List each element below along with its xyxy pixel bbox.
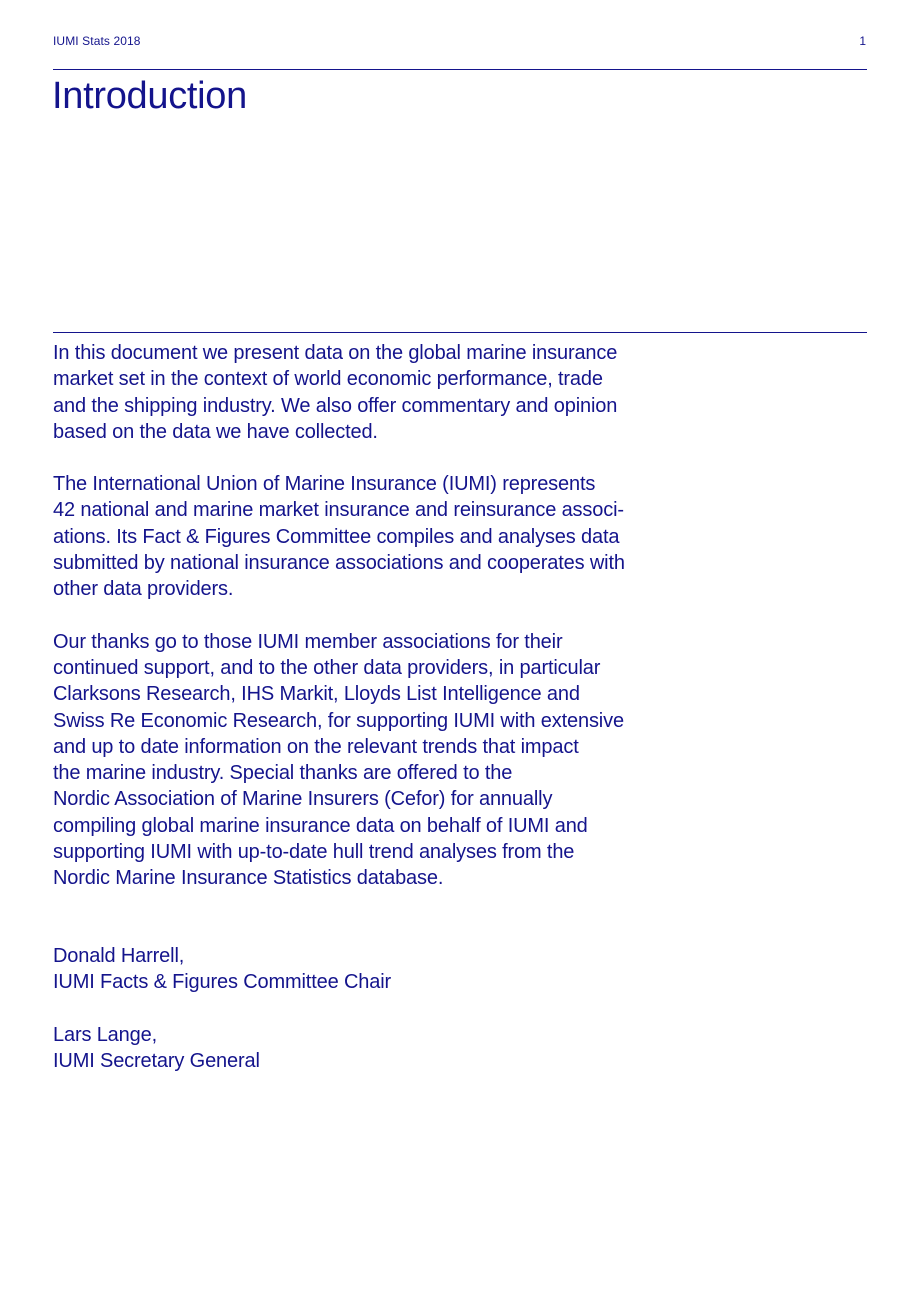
section-divider bbox=[53, 332, 867, 333]
signatory-name: Lars Lange, bbox=[53, 1023, 157, 1046]
signatory-role: IUMI Secretary General bbox=[53, 1049, 260, 1072]
page-number: 1 bbox=[859, 34, 866, 48]
body-text bbox=[53, 340, 753, 918]
signatory bbox=[53, 1022, 391, 1075]
signatory-role: IUMI Facts & Figures Committee Chair bbox=[53, 971, 392, 994]
signatory-name: Donald Harrell, bbox=[53, 945, 185, 967]
signatures bbox=[53, 943, 391, 1100]
paragraph-acknowledgements: Our thanks go to those IUMI member associations for their continued support, and to the other data providers, in particular Clarksons Research, IHS Markit, Lloyds List Intelligence and Swiss Re Economic Research, for supporting IUMI with extensive and up to date information on the relevant trends that impact the marine industry. Special thanks are offered to the Nordic Association of Marine Insurers (Cefor) for annually compiling global marine insurance data on behalf of IUMI and supporting IUMI with up-to-date hull trend analyses from the Nordic Marine Insurance Statistics database. bbox=[53, 630, 624, 890]
paragraph-about-iumi: The International Union of Marine Insurance (IUMI) represents 42 national and marine market insurance and reinsurance associ- ations. Its Fact & Figures Committee compiles and analyses data submitted by national insurance associations and cooperates with other data providers. bbox=[53, 473, 625, 601]
publication-title: IUMI Stats 2018 bbox=[53, 34, 141, 48]
page-title: Introduction bbox=[52, 75, 247, 117]
paragraph-intro: In this document we present data on the global marine insurance market set in the context of world economic performance, trade and the shipping industry. We also offer commentary and opinion based on the data we have collected. bbox=[53, 342, 618, 443]
signatory bbox=[53, 943, 391, 996]
header-divider bbox=[53, 69, 867, 70]
